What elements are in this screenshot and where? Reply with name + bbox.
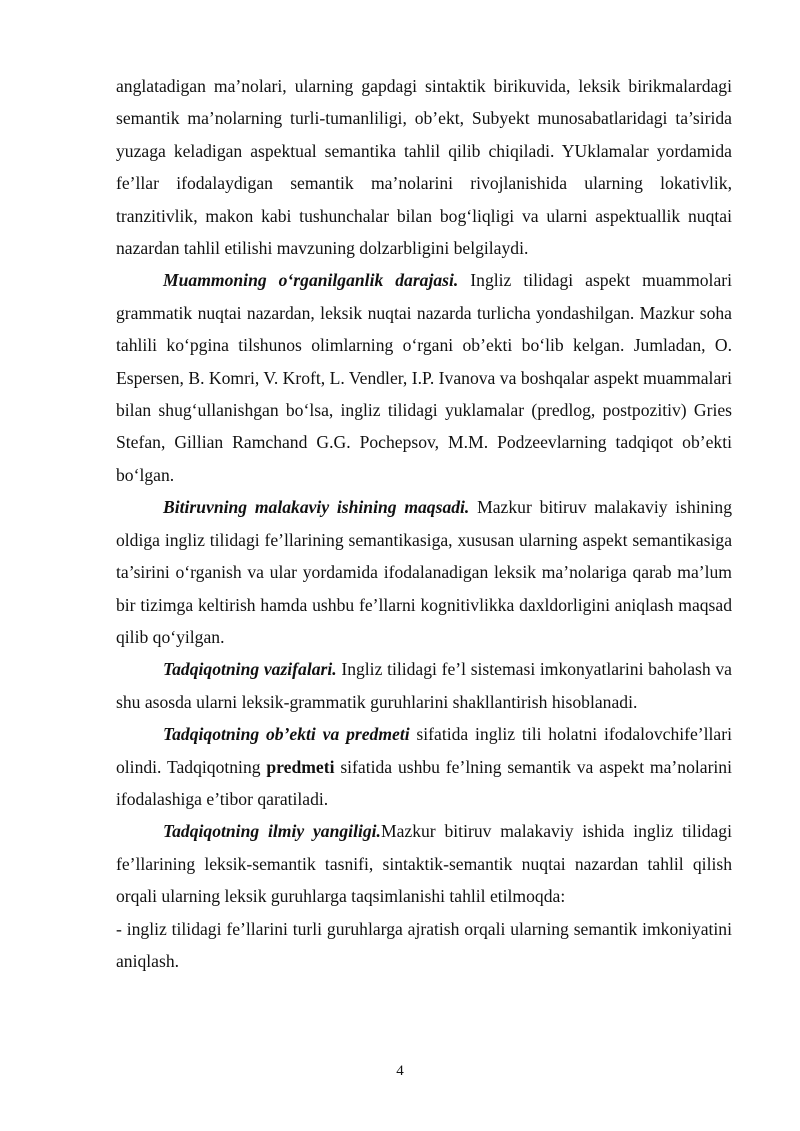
paragraph-study-degree (116, 264, 732, 491)
bold-term-predmeti: predmeti (266, 756, 335, 777)
section-heading-object-subject: Tadqiqotning ob’ekti va predmeti (163, 724, 410, 745)
paragraph-text: sifatida ushbu fe’lning semantik va aspekt ma’nolarini ifodalashiga e’tibor qaratiladi. (116, 756, 732, 809)
paragraph-relevance-continuation: anglatadigan ma’nolari, ularning gapdagi sintaktik birikuvida, leksik birikmalardagi semantik ma’nolarning turli-tumanliligi, ob’ekt, Subyekt munosabatlaridagi ta’sirida yuzaga keladigan aspektual semantika tahlil qilib chiqiladi. YUklamalar yordamida fe’llar ifodalaydigan semantik ma’nolarini rivojlanishida ularning lokativlik, tranzitivlik, makon kabi tushunchalar bilan bog‘liqligi va ularni aspektuallik nuqtai nazardan tahlil etilishi mavzuning dolzarbligini belgilaydi. (116, 76, 732, 259)
paragraph-text: Ingliz tilidagi fe’l sistemasi imkonyatlarini baholash va shu asosda ularni leksik-grammatik guruhlarini shakllantirish hisoblanadi. (116, 659, 732, 712)
section-heading-novelty: Tadqiqotning ilmiy yangiligi. (163, 821, 381, 842)
paragraph-goal (116, 491, 732, 653)
paragraph-text: Ingliz tilidagi aspekt muammolari grammatik nuqtai nazardan, leksik nuqtai nazarda turlicha yondashilgan. Mazkur soha tahlili ko‘pgina tilshunos olimlarning o‘rgani ob’ekti bo‘lib kelgan. Jumladan, O. Espersen, B. Komri, V. Kroft, L. Vendler, I.P. Ivanova va boshqalar aspekt muammalari bilan shug‘ullanishgan bo‘lsa, ingliz tilidagi yuklamalar (predlog, postpozitiv) Gries Stefan, Gillian Ramchand G.G. Pochepsov, M.M. Podzeevlarning tadqiqot ob’ekti bo‘lgan. (116, 270, 732, 485)
paragraph-object-subject (116, 718, 732, 815)
paragraph-text: Mazkur bitiruv malakaviy ishida ingliz tilidagi fe’llarining leksik-semantik tasnifi, sintaktik-semantik nuqtai nazardan tahlil qilish orqali ularning leksik guruhlarga taqsimlanishi tahlil etilmoqda: (116, 821, 732, 907)
section-heading-study-degree: Muammoning o‘rganilganlik darajasi. (163, 270, 459, 291)
section-heading-tasks: Tadqiqotning vazifalari. (163, 659, 337, 680)
paragraph-novelty (116, 815, 732, 912)
paragraph-tasks (116, 653, 732, 718)
document-page (116, 70, 732, 977)
page-number: 4 (396, 1063, 404, 1079)
paragraph-text: sifatida ingliz tili holatni ifodalovchife’llari olindi. Tadqiqotning (116, 724, 732, 777)
paragraph-text: Mazkur bitiruv malakaviy ishining oldiga ingliz tilidagi fe’llarining semantikasiga, xususan ularning aspekt semantikasiga ta’sirini o‘rganish va ular yordamida ifodalanadigan leksik ma’nolariga qarab ma’lum bir tizimga keltirish hamda ushbu fe’llarni kognitivlikka daxldorligini aniqlash maqsad qilib qo‘yilgan. (116, 497, 732, 647)
list-item-novelty: - ingliz tilidagi fe’llarini turli guruhlarga ajratish orqali ularning semantik imkoniyatini aniqlash. (116, 918, 732, 971)
section-heading-goal: Bitiruvning malakaviy ishining maqsadi. (163, 497, 470, 518)
